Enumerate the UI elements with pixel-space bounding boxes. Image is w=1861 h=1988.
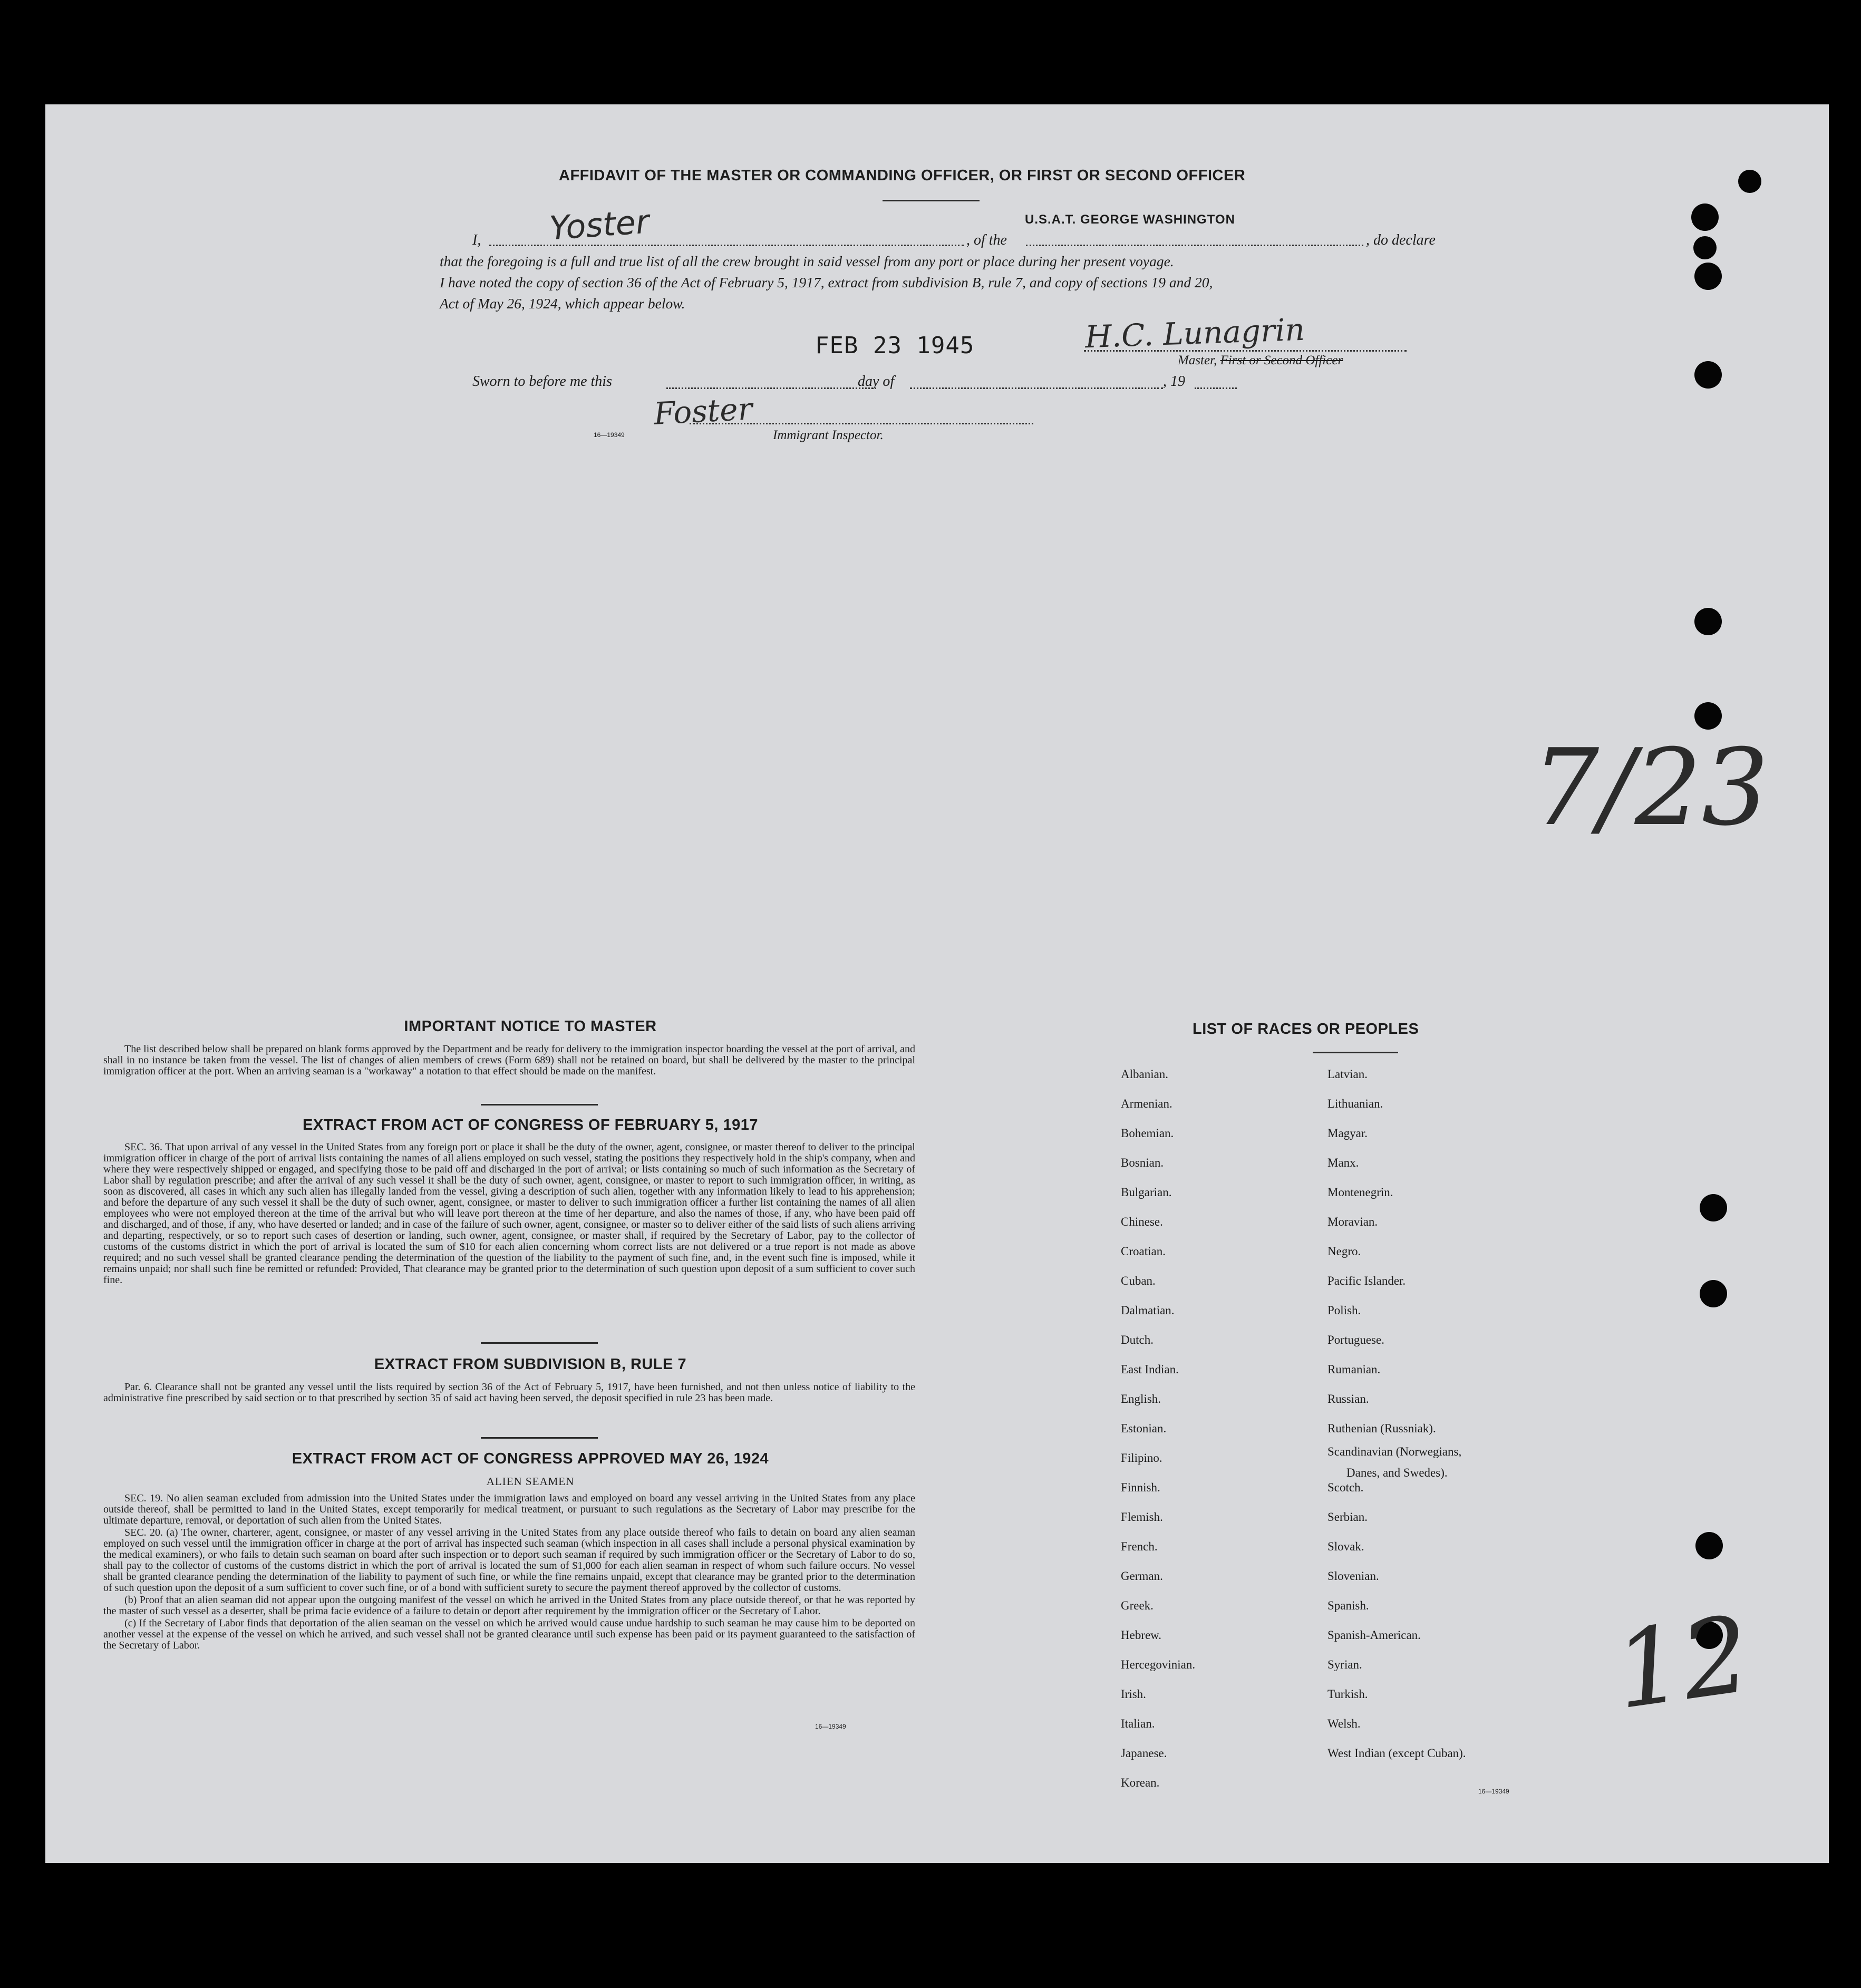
year-prefix: , 19 xyxy=(1163,373,1185,390)
rule-7-title: EXTRACT FROM SUBDIVISION B, RULE 7 xyxy=(374,1356,687,1373)
race-item: English. xyxy=(1121,1392,1161,1405)
race-item: Serbian. xyxy=(1327,1510,1368,1524)
race-item: Greek. xyxy=(1121,1599,1154,1612)
race-item: East Indian. xyxy=(1121,1363,1179,1376)
punch-hole xyxy=(1694,263,1722,290)
punch-hole xyxy=(1694,361,1722,389)
extract-1917-title: EXTRACT FROM ACT OF CONGRESS OF FEBRUARY 5, 1917 xyxy=(302,1117,759,1133)
race-item: Turkish. xyxy=(1327,1688,1368,1701)
sworn-year-line xyxy=(1195,387,1237,389)
race-item: Korean. xyxy=(1121,1776,1160,1789)
races-left-column xyxy=(1121,1067,1311,1789)
race-item: West Indian (except Cuban). xyxy=(1327,1747,1466,1760)
master-signature: H.C. Lunagrin xyxy=(1084,311,1305,355)
title-divider xyxy=(883,200,980,201)
race-item: Syrian. xyxy=(1327,1658,1362,1671)
inspector-signature-line xyxy=(690,423,1033,424)
section-19-text: SEC. 19. No alien seaman excluded from admission into the United States under the immigration laws and employed on board any vessel arriving in the United States from any place outside thereof, shall be permitted to land in the United States, except temporarily for medical treatment, or pursuant to such regulations as the Secretary of Labor may prescribe for the ultimate departure, removal, or deportation of such alien from the United States. xyxy=(103,1492,915,1526)
rule-7-divider xyxy=(481,1437,598,1439)
race-item: Japanese. xyxy=(1121,1747,1167,1760)
race-item: Flemish. xyxy=(1121,1510,1163,1524)
race-item: Bosnian. xyxy=(1121,1156,1164,1169)
affidavit-do-declare: , do declare xyxy=(1366,232,1436,248)
affidavit-of-the: , of the xyxy=(966,232,1007,248)
section-20a-text: SEC. 20. (a) The owner, charterer, agent, consignee, or master of any vessel arriving in the United States from any place outside thereof who fails to detain on board any alien seaman employed on such vessel until the immigration officer in charge at the port of arrival has inspected such seaman (which inspection in all cases shall include a personal physical examination by the medical examiners), or who fails to detain such seaman on board after such inspection or to deport such seaman if required by such immigration officer or the Secretary of Labor to do so, shall pay to the collector of customs of the customs district in which the port of arrival is located the sum of $1,000 for each alien seaman in respect of whom such failure occurs. No vessel shall be granted clearance pending the determination of the liability to payment of such fine, or while the fine remains unpaid, except that clearance may be granted prior to the determination of such question upon the deposit of a sum sufficient to cover such fine, or of a bond with sufficient surety to secure the payment thereof approved by the collector of customs. xyxy=(103,1527,915,1594)
notice-text: The list described below shall be prepared on blank forms approved by the Department and be ready for delivery to the immigration inspector boarding the vessel at the port of arrival, and shall in no instance be taken from the vessel. The list of changes of alien members of crews (Form 689) shall not be retained on board, but shall be delivered by the master to the principal immigration officer at the port. When an arriving seaman is a "workaway" a notation to that effect should be made on the manifest. xyxy=(103,1043,915,1077)
races-form-number: 16—19349 xyxy=(1478,1788,1509,1795)
master-label xyxy=(1178,353,1343,368)
master-signature-line xyxy=(1084,350,1407,352)
sworn-prefix: Sworn to before me this xyxy=(472,373,612,390)
race-item: Finnish. xyxy=(1121,1481,1160,1494)
race-item: Dutch. xyxy=(1121,1333,1154,1346)
race-item: Lithuanian. xyxy=(1327,1097,1383,1110)
race-item: French. xyxy=(1121,1540,1158,1553)
alien-seamen-subtitle: ALIEN SEAMEN xyxy=(486,1475,575,1488)
race-item: German. xyxy=(1121,1569,1163,1583)
inspector-label: Immigrant Inspector. xyxy=(773,428,884,442)
race-item: Estonian. xyxy=(1121,1422,1167,1435)
race-item: Negro. xyxy=(1327,1245,1361,1258)
race-item: Dalmatian. xyxy=(1121,1304,1175,1317)
section-20b-text: (b) Proof that an alien seaman did not appear upon the outgoing manifest of the vessel on which he arrived in the United States from any place outside thereof, or that he was reported by the master of such vessel as a deserter, shall be prima facie evidence of a failure to detain or deport after requirement by the immigration officer or the Secretary of Labor. xyxy=(103,1594,915,1617)
affidavit-form-number: 16—19349 xyxy=(594,431,625,439)
master-struck-text: First or Second Officer xyxy=(1220,353,1343,367)
punch-hole xyxy=(1694,608,1722,635)
race-item: Albanian. xyxy=(1121,1068,1169,1081)
races-divider xyxy=(1313,1052,1398,1053)
race-item: Montenegrin. xyxy=(1327,1186,1393,1199)
race-item: Spanish. xyxy=(1327,1599,1369,1612)
punch-hole xyxy=(1694,702,1722,730)
document-page xyxy=(45,104,1829,1863)
punch-hole xyxy=(1700,1194,1727,1221)
handwritten-name: Yoster xyxy=(548,202,651,248)
extract-1924-title: EXTRACT FROM ACT OF CONGRESS APPROVED MAY 26, 1924 xyxy=(292,1450,769,1467)
rule-7-text: Par. 6. Clearance shall not be granted any vessel until the lists required by section 36 of the Act of February 5, 1917, have been furnished, and not then unless notice of liability to the administrative fine prescribed by said section or to that prescribed by section 35 of said act having been served, the deposit specified in rule 23 has been made. xyxy=(103,1381,915,1404)
vessel-blank-line xyxy=(1026,245,1363,246)
race-item: Welsh. xyxy=(1327,1717,1361,1730)
race-item: Slovak. xyxy=(1327,1540,1364,1553)
race-item: Scotch. xyxy=(1327,1481,1364,1494)
race-item: Manx. xyxy=(1327,1156,1359,1169)
race-item: Moravian. xyxy=(1327,1215,1378,1228)
race-item: Spanish-American. xyxy=(1327,1628,1421,1642)
race-item: Chinese. xyxy=(1121,1215,1163,1228)
race-item: Italian. xyxy=(1121,1717,1155,1730)
race-item: Danes, and Swedes). xyxy=(1346,1466,1448,1479)
affidavit-line-3: I have noted the copy of section 36 of the Act of February 5, 1917, extract from subdivision B, rule 7, and copy of sections 19 and 20, xyxy=(440,274,1213,290)
affidavit-line-2: that the foregoing is a full and true list of all the crew brought in said vessel from any port or place during her present voyage. xyxy=(440,253,1174,269)
sworn-day-line xyxy=(666,387,876,389)
race-item: Bohemian. xyxy=(1121,1127,1174,1140)
margin-number-note: 12 xyxy=(1607,1593,1758,1733)
race-item: Polish. xyxy=(1327,1304,1361,1317)
extract-1917-divider xyxy=(481,1342,598,1344)
races-title: LIST OF RACES OR PEOPLES xyxy=(1193,1021,1419,1037)
race-item: Cuban. xyxy=(1121,1274,1156,1287)
race-item: Bulgarian. xyxy=(1121,1186,1172,1199)
vessel-name: U.S.A.T. GEORGE WASHINGTON xyxy=(1025,212,1235,227)
races-right-column xyxy=(1327,1067,1623,1760)
race-item: Portuguese. xyxy=(1327,1333,1384,1346)
race-item: Filipino. xyxy=(1121,1451,1162,1465)
extract-form-number: 16—19349 xyxy=(815,1723,846,1730)
inspector-signature: Foster xyxy=(653,391,753,432)
section-36-text: SEC. 36. That upon arrival of any vessel in the United States from any foreign port or place it shall be the duty of the owner, agent, consignee, or master thereof to deliver to the principal immigration officer in charge of the port of arrival lists containing the names of all aliens employed on such vessel, stating the positions they respectively hold in the ship's company, when and where they were respectively shipped or engaged, and specifying those to be paid off and discharged in the port of arrival; or lists containing so much of such information as the Secretary of Labor shall by regulation prescribe; and after the arrival of any such vessel it shall be the duty of such owner, agent, consignee, or master to report to such immigration officer, in writing, as soon as discovered, all cases in which any such alien has illegally landed from the vessel, giving a description of such alien, together with any information likely to lead to his apprehension; and before the departure of any such vessel it shall be the duty of such owner, agent, consignee, or master to deliver to such immigration officer a further list containing the names of all alien employees who were not employed thereon at the time of the arrival but who will leave port thereon at the time of her departure, and also the names of those, if any, who have been paid off and discharged, and of those, if any, who have deserted or landed; and in case of the failure of such owner, agent, consignee, or master so to deliver either of the said lists of such aliens arriving and departing, respectively, or so to report such cases of desertion or landing, such owner, agent, consignee, or master shall, if required by the Secretary of Labor, pay to the collector of customs of the customs district in which the port of arrival is located the sum of $10 for each alien concerning whom correct lists are not delivered or a true report is not made as above required; and no such vessel shall be granted clearance pending the determination of the question of the liability to the payment of such fine, and, in the event such fine is imposed, while it remains unpaid; nor shall such fine be remitted or refunded: Provided, That clearance may be granted prior to the determination of such question upon deposit of a sum sufficient to cover such fine. xyxy=(103,1141,915,1286)
race-item: Pacific Islander. xyxy=(1327,1274,1406,1287)
punch-hole xyxy=(1691,203,1719,231)
rule-7-body xyxy=(103,1382,915,1405)
master-label-text: Master, xyxy=(1178,353,1217,367)
punch-hole xyxy=(1693,236,1717,259)
punch-hole xyxy=(1695,1532,1723,1559)
race-item: Ruthenian (Russniak). xyxy=(1327,1422,1436,1435)
date-stamp: FEB 23 1945 xyxy=(815,332,975,359)
section-20c-text: (c) If the Secretary of Labor finds that deportation of the alien seaman on the vessel on which he arrived would cause undue hardship to such seaman he may cause him to be deported on another vessel at the expense of the vessel on which he arrived, and such vessel shall not be granted clearance until such expense has been paid or its payment guaranteed to the satisfaction of the Secretary of Labor. xyxy=(103,1617,915,1651)
affidavit-i-prefix: I, xyxy=(472,232,481,248)
notice-body xyxy=(103,1044,915,1078)
race-item: Slovenian. xyxy=(1327,1569,1379,1583)
race-item: Hebrew. xyxy=(1121,1628,1162,1642)
race-item: Hercegovinian. xyxy=(1121,1658,1196,1671)
affidavit-line-4: Act of May 26, 1924, which appear below. xyxy=(440,295,685,312)
day-of-label: day of xyxy=(858,373,895,390)
race-item: Russian. xyxy=(1327,1392,1369,1405)
notice-divider xyxy=(481,1104,598,1105)
race-item: Latvian. xyxy=(1327,1068,1368,1081)
race-item: Scandinavian (Norwegians, xyxy=(1327,1445,1462,1458)
race-item: Magyar. xyxy=(1327,1127,1368,1140)
margin-date-note: 7/23 xyxy=(1532,726,1769,849)
race-item: Irish. xyxy=(1121,1688,1146,1701)
race-item: Croatian. xyxy=(1121,1245,1166,1258)
extract-1924-body xyxy=(103,1493,915,1652)
notice-title: IMPORTANT NOTICE TO MASTER xyxy=(404,1018,657,1035)
extract-1917-body xyxy=(103,1142,915,1287)
affidavit-title: AFFIDAVIT OF THE MASTER OR COMMANDING OFFICER, OR FIRST OR SECOND OFFICER xyxy=(559,167,1246,184)
punch-hole xyxy=(1738,170,1761,193)
sworn-month-line xyxy=(910,387,1163,389)
punch-hole xyxy=(1700,1280,1727,1307)
race-item: Armenian. xyxy=(1121,1097,1172,1110)
race-item: Rumanian. xyxy=(1327,1363,1381,1376)
